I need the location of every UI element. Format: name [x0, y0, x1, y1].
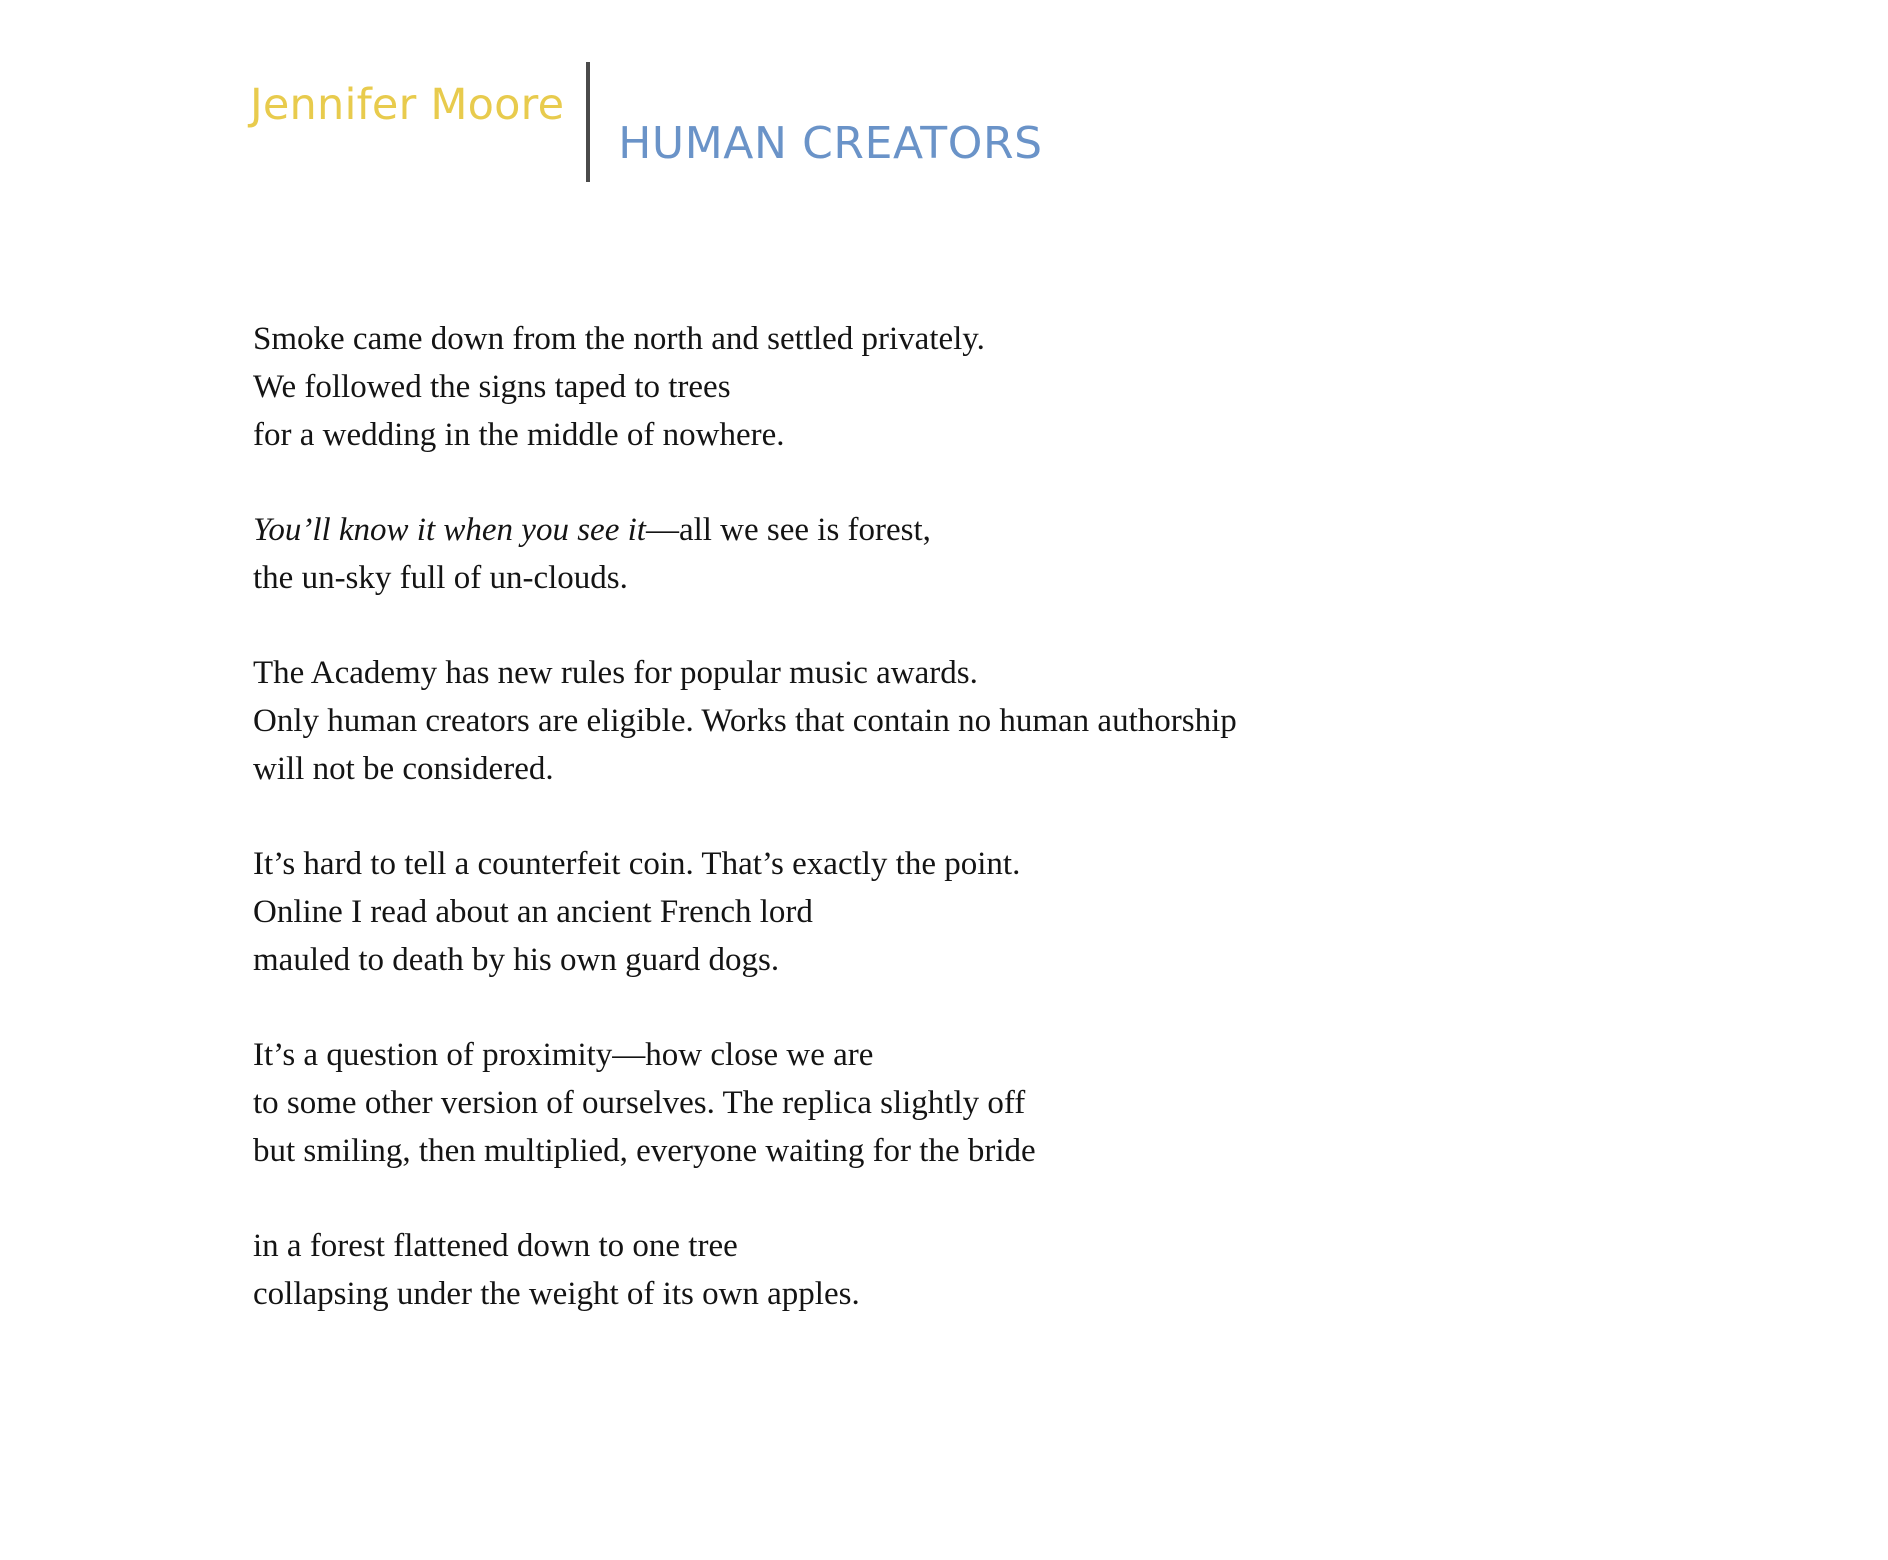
poem-line: You’ll know it when you see it—all we see is forest,	[253, 512, 931, 548]
poem-stanza	[253, 315, 1453, 459]
poem-line: mauled to death by his own guard dogs.	[253, 942, 780, 978]
author-name: Jennifer Moore	[250, 80, 565, 130]
page-header	[250, 62, 1043, 182]
poem-line-emphasis: You’ll know it when you see it	[253, 512, 646, 548]
poem-body	[253, 315, 1453, 1318]
poem-line: in a forest flattened down to one tree	[253, 1228, 738, 1264]
poem-stanza	[253, 1031, 1453, 1175]
poem-stanza	[253, 840, 1453, 984]
poem-line: for a wedding in the middle of nowhere.	[253, 417, 785, 453]
poem-line: will not be considered.	[253, 751, 554, 787]
poem-line: but smiling, then multiplied, everyone waiting for the bride	[253, 1133, 1036, 1169]
poem-line: to some other version of ourselves. The replica slightly off	[253, 1085, 1026, 1121]
poem-line: the un-sky full of un-clouds.	[253, 560, 628, 596]
poem-line: Smoke came down from the north and settled privately.	[253, 321, 985, 357]
poem-line: The Academy has new rules for popular music awards.	[253, 655, 978, 691]
poem-line: We followed the signs taped to trees	[253, 369, 731, 405]
poem-line: Only human creators are eligible. Works that contain no human authorship	[253, 703, 1237, 739]
poem-stanza	[253, 506, 1453, 602]
poem-line: collapsing under the weight of its own apples.	[253, 1276, 860, 1312]
poem-line: Online I read about an ancient French lord	[253, 894, 813, 930]
poem-stanza	[253, 1222, 1453, 1318]
poem-stanza	[253, 649, 1453, 793]
poem-line: It’s hard to tell a counterfeit coin. That’s exactly the point.	[253, 846, 1021, 882]
page-title: HUMAN CREATORS	[618, 118, 1043, 169]
poem-line: It’s a question of proximity—how close we are	[253, 1037, 874, 1073]
